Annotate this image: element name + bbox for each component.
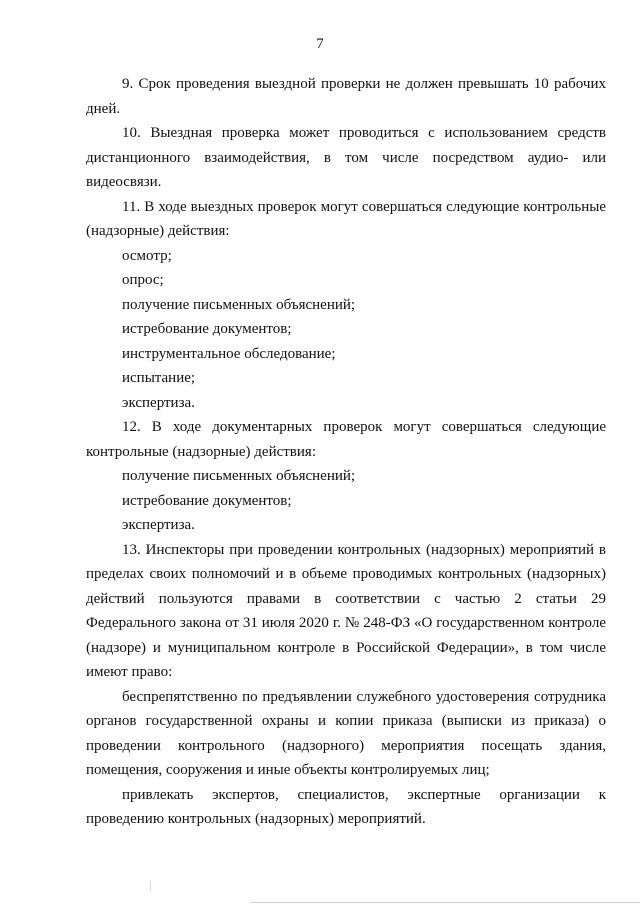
list-item: истребование документов; [122,321,292,337]
list-item: истребование документов; [122,492,292,509]
list-item: осмотр; [122,247,172,264]
page-number: 7 [316,36,324,52]
paragraph-10: 10. Выездная проверка может проводиться с использованием средств дистанционного взаимодействия, в том числе посредством аудио- или видеосвязи. [86,125,606,190]
scan-artifact [150,881,151,891]
paragraph-9: 9. Срок проведения выездной проверки не должен превышать 10 рабочих дней. [86,76,606,117]
list-item: испытание; [122,370,196,386]
list-item: инструментальное обследование; [122,345,336,362]
list-item: получение письменных объяснений; [122,468,356,484]
paragraph-13-right-2: привлекать экспертов, специалистов, экспертные организации к проведению контрольных (надзорных) мероприятий. [86,786,606,827]
paragraph-13: 13. Инспекторы при проведении контрольных (надзорных) мероприятий в пределах своих полномочий и в объеме проводимых контрольных (надзорных) действий пользуются правами в соответствии с частью 2 статьи 29 Федерального закона от 31 июля 2020 г. № 248-ФЗ «О государственном контроле (надзоре) и муниципальном контроле в Российской Федерации», в том числе имеют право: [86,541,606,680]
paragraph-12: 12. В ходе документарных проверок могут совершаться следующие контрольные (надзорные) действия: [86,419,606,460]
list-item: получение письменных объяснений; [122,296,356,313]
paragraph-13-right-1: беспрепятственно по предъявлении служебного удостоверения сотрудника органов государственной охраны и копии приказа (выписки из приказа) о проведении контрольного (надзорного) мероприятия посещать здания, помещения, сооружения и иные объекты контролируемых лиц; [86,688,606,778]
scan-edge-line [250,902,640,903]
list-item: экспертиза. [122,517,195,533]
document-body [86,72,606,832]
list-item: опрос; [122,272,164,288]
list-item: экспертиза. [122,394,195,411]
paragraph-11: 11. В ходе выездных проверок могут совершаться следующие контрольные (надзорные) действия: [86,198,606,239]
